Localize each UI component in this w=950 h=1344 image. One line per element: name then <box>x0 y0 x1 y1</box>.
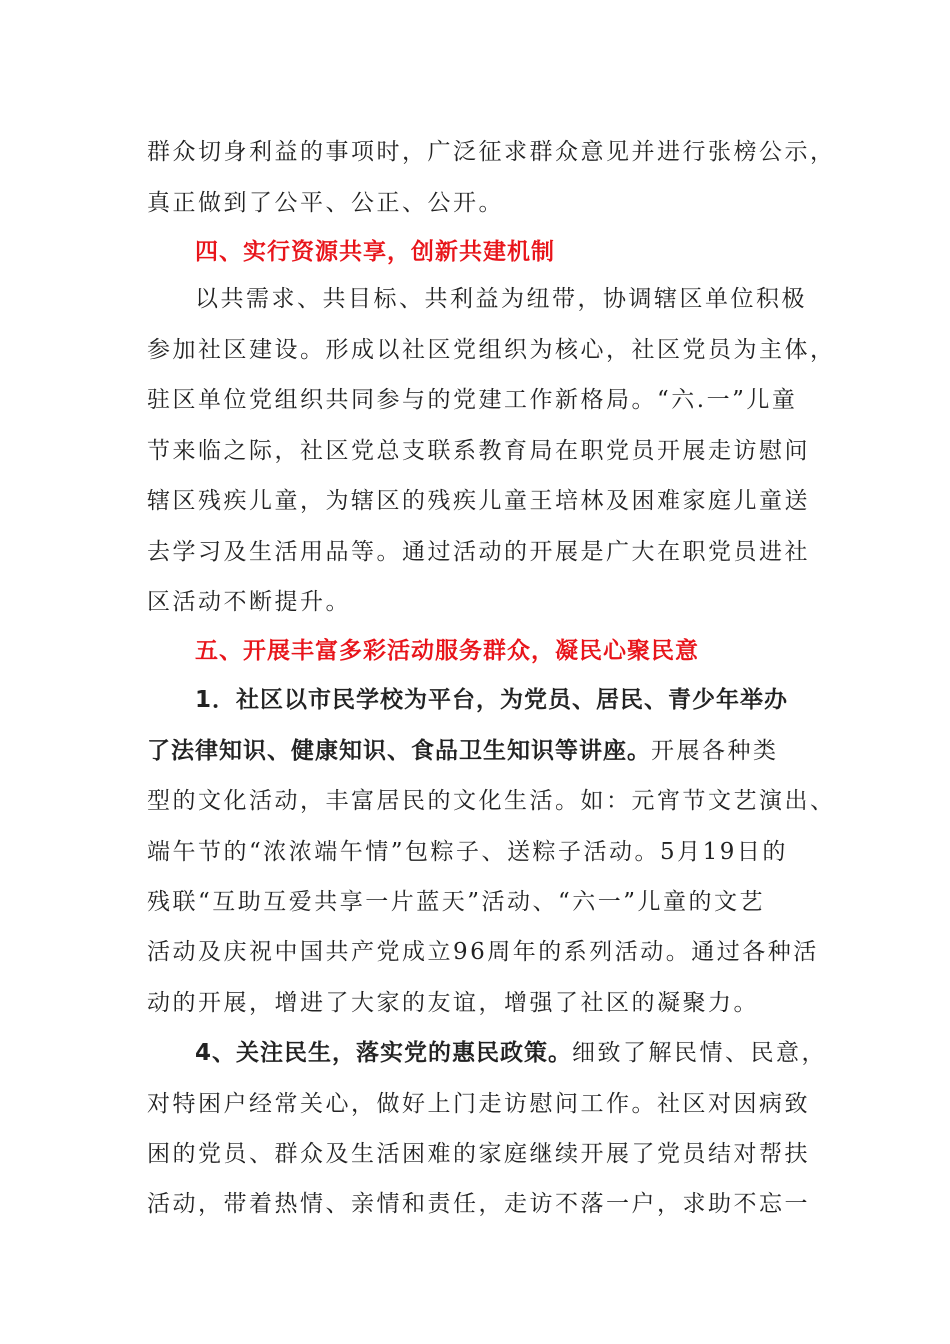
paragraph-3-line-3: 型的文化活动，丰富居民的文化生活。如：元宵节文艺演出、 <box>147 788 836 814</box>
paragraph-4-line-1-rest: 细致了解民情、民意， <box>572 1040 828 1066</box>
paragraph-2-line-6: 去学习及生活用品等。通过活动的开展是广大在职党员进社 <box>147 539 810 565</box>
paragraph-2-line-1: 以共需求、共目标、共利益为纽带，协调辖区单位积极 <box>195 286 807 312</box>
paragraph-3-line-6: 活动及庆祝中国共产党成立96周年的系列活动。通过各种活 <box>147 939 819 965</box>
paragraph-4-line-1 <box>195 1033 828 1073</box>
paragraph-2-line-2: 参加社区建设。形成以社区党组织为核心，社区党员为主体， <box>147 337 836 363</box>
paragraph-3-line-4: 端午节的“浓浓端午情”包粽子、送粽子活动。5月19日的 <box>147 839 788 865</box>
paragraph-3-bold-lead: 了法律知识、健康知识、食品卫生知识等讲座。 <box>147 738 651 764</box>
paragraph-4-line-2: 对特困户经常关心，做好上门走访慰问工作。社区对因病致 <box>147 1091 810 1117</box>
paragraph-3-line-5: 残联“互助互爱共享一片蓝天”活动、“六一”儿童的文艺 <box>147 889 766 915</box>
paragraph-2-line-7: 区活动不断提升。 <box>147 589 351 615</box>
paragraph-1-line-1: 群众切身利益的事项时，广泛征求群众意见并进行张榜公示， <box>147 139 836 165</box>
paragraph-4-line-4: 活动，带着热情、亲情和责任，走访不落一户，求助不忘一 <box>147 1191 810 1217</box>
paragraph-2-line-4: 节来临之际，社区党总支联系教育局在职党员开展走访慰问 <box>147 438 810 464</box>
paragraph-3-line-2-rest: 开展各种类 <box>651 738 779 764</box>
paragraph-3-line-7: 动的开展，增进了大家的友谊，增强了社区的凝聚力。 <box>147 990 759 1016</box>
section-heading-5: 五、开展丰富多彩活动服务群众，凝民心聚民意 <box>195 638 699 664</box>
paragraph-3-line-2 <box>147 731 817 771</box>
paragraph-2-line-5: 辖区残疾儿童，为辖区的残疾儿童王培林及困难家庭儿童送 <box>147 488 810 514</box>
paragraph-3-line-1: 1．社区以市民学校为平台，为党员、居民、青少年举办 <box>195 687 789 713</box>
paragraph-4-bold-lead: 4、关注民生，落实党的惠民政策。 <box>195 1040 573 1066</box>
paragraph-4-line-3: 困的党员、群众及生活困难的家庭继续开展了党员结对帮扶 <box>147 1141 810 1167</box>
paragraph-2-line-3: 驻区单位党组织共同参与的党建工作新格局。“六.一”儿童 <box>147 387 798 413</box>
section-heading-4: 四、实行资源共享，创新共建机制 <box>195 239 555 265</box>
paragraph-1-line-2: 真正做到了公平、公正、公开。 <box>147 190 504 216</box>
